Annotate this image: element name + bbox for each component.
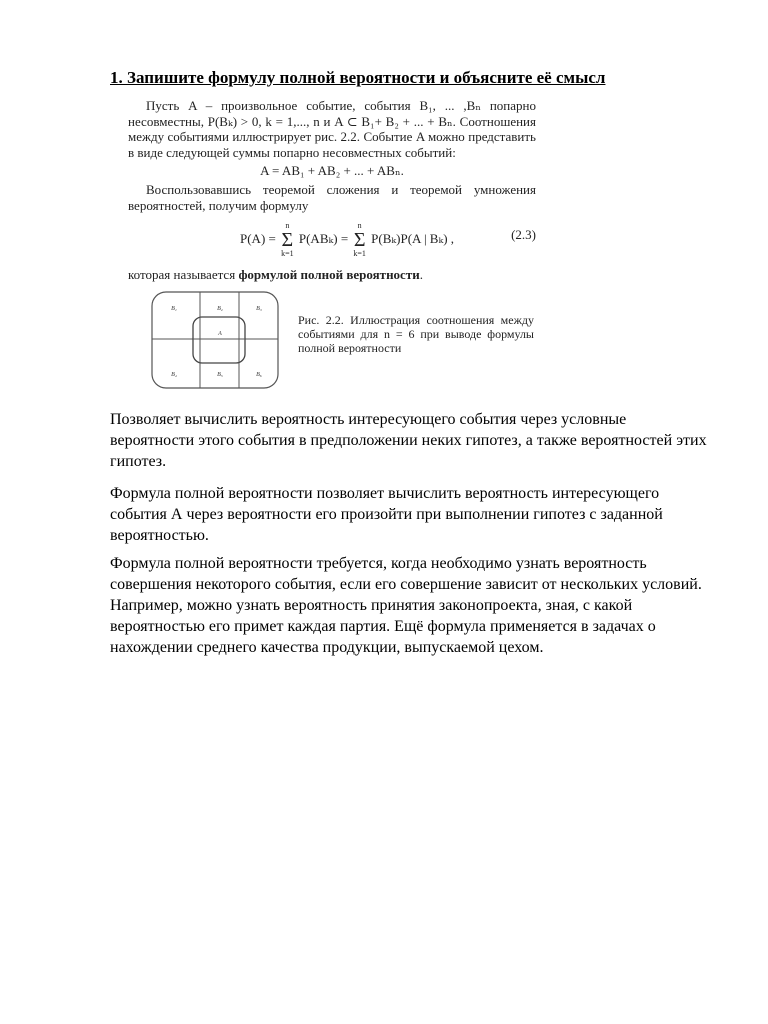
sigma-icon: Σ [281, 229, 294, 252]
answer-paragraph-1: Позволяет вычислить вероятность интересующего события через условные вероятности этого события в предположении неких гипотез, а также вероятностей этих гипотез. [110, 411, 707, 470]
formula-expression [240, 221, 454, 259]
page-heading: 1. Запишите формулу полной вероятности и объясните её смысл [110, 68, 606, 87]
label-b6: B₆ [256, 372, 262, 378]
event-partition-diagram [150, 290, 280, 390]
label-b5: B₅ [217, 372, 223, 378]
excerpt-paragraph-3 [128, 267, 536, 283]
label-b2: B₂ [217, 306, 223, 312]
excerpt-paragraph-1: Пусть A – произвольное событие, события B₁, ... ,Bₙ попарно несовместны, P(Bₖ) > 0, k = 1,..., n и A ⊂ B₁+ B₂ + ... + Bₙ. Соотношения между событиями иллюстрирует рис. 2.2. Событие A можно представить в виде следующей суммы попарно несовместных событий: [128, 98, 536, 160]
sum-upper-limit: n [285, 221, 290, 231]
term-highlight: формулой полной вероятности [238, 267, 420, 283]
sum-lower-limit: k=1 [353, 249, 366, 259]
excerpt-paragraph-2: Воспользовавшись теоремой сложения и теоремой умножения вероятностей, получим формулу [128, 181, 536, 213]
label-b1: B₁ [171, 306, 177, 312]
formula-right: P(Bₖ)P(A | Bₖ) , [371, 231, 455, 247]
excerpt-text: которая называется [128, 267, 239, 283]
label-b3: B₃ [256, 306, 262, 312]
answer-paragraph-3: Формула полной вероятности требуется, когда необходимо узнать вероятность совершения некоторого события, если его совершение зависит от нескольких условий. Например, можно узнать вероятность принятия законопроекта, зная, с какой вероятностью его примет каждая партия. Ещё формула применяется в задачах о нахождении среднего качества продукции, выпускаемой цехом. [110, 555, 702, 656]
event-a-region [193, 317, 245, 363]
figure-caption: Рис. 2.2. Иллюстрация соотношения между событиями для n = 6 при выводе формулы полной вероятности [298, 313, 534, 355]
sum-operator-1 [281, 221, 294, 259]
label-a: A [218, 331, 222, 337]
formula-middle: P(ABₖ) = [298, 231, 349, 247]
formula-event-decomposition: A = AB₁ + AB₂ + ... + ABₙ. [260, 163, 404, 179]
sigma-icon: Σ [353, 229, 366, 252]
textbook-excerpt [128, 98, 536, 283]
sum-upper-limit: n [357, 221, 362, 231]
equation-number: (2.3) [511, 227, 536, 243]
label-b4: B₄ [171, 372, 177, 378]
formula-left: P(A) = [240, 231, 276, 247]
sum-operator-2 [353, 221, 366, 259]
total-probability-formula [128, 215, 536, 261]
answer-paragraph-2: Формула полной вероятности позволяет вычислить вероятность интересующего события А через вероятности его произойти при выполнении гипотез с заданной вероятностью. [110, 485, 663, 544]
sum-lower-limit: k=1 [281, 249, 294, 259]
excerpt-text: . [419, 267, 423, 283]
